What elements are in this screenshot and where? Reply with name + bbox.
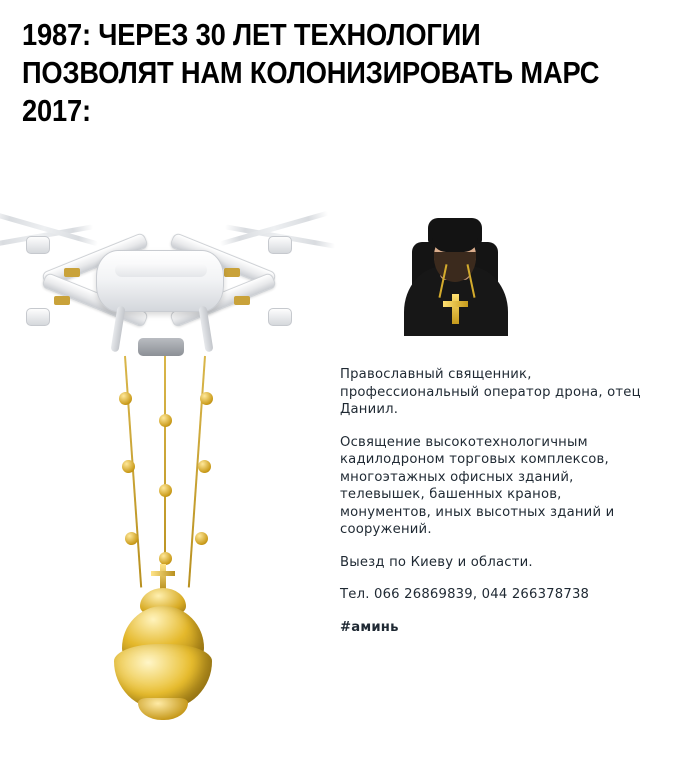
drone-gold-stripe-3 — [54, 296, 70, 305]
headline-line-1: 1987: ЧЕРЕЗ 30 ЛЕТ ТЕХНОЛОГИИ — [22, 17, 481, 52]
drone-body — [96, 250, 224, 312]
priest-klobuk-hat — [428, 218, 482, 244]
censer-chain-bead — [159, 484, 172, 497]
drone-motor-rear-left — [26, 308, 50, 326]
censer-chain-bead — [122, 460, 135, 473]
priest-photo — [390, 216, 520, 336]
censer-chain-bead — [198, 460, 211, 473]
censer-cross-icon — [160, 564, 166, 590]
censer-chain-bead — [195, 532, 208, 545]
censer-chain-bead — [159, 414, 172, 427]
headline-line-2: ПОЗВОЛЯТ НАМ КОЛОНИЗИРОВАТЬ МАРС — [22, 55, 600, 90]
advertisement-text — [340, 366, 650, 636]
drone-gold-stripe-4 — [234, 296, 250, 305]
censer-chains — [102, 356, 228, 596]
quadcopter-drone — [10, 212, 310, 352]
headline-line-3: 2017: — [22, 93, 91, 128]
drone-motor-front-right — [268, 236, 292, 254]
censer-chain-bead — [119, 392, 132, 405]
priest-pectoral-cross-icon — [452, 294, 459, 324]
drone-with-censer-image — [10, 212, 320, 712]
ad-services: Освящение высокотехнологичным кадилодроном торговых комплексов, многоэтажных офисных зданий, телевышек, башенных кранов, монументов, иных высотных зданий и сооружений. — [340, 434, 615, 537]
drone-gimbal-mount — [138, 338, 184, 356]
ad-intro: Православный священник, профессиональный оператор дрона, отец Даниил. — [340, 367, 641, 417]
drone-motor-front-left — [26, 236, 50, 254]
ad-coverage: Выезд по Киеву и области. — [340, 554, 533, 570]
drone-gold-stripe-2 — [224, 268, 240, 277]
drone-gold-stripe-1 — [64, 268, 80, 277]
ad-hashtag: #аминь — [340, 619, 399, 635]
censer-foot — [138, 698, 188, 720]
headline — [22, 16, 652, 130]
censer-chain-bead — [200, 392, 213, 405]
ad-phone: Тел. 066 26869839, 044 266378738 — [340, 587, 590, 602]
censer-chain-bead — [125, 532, 138, 545]
drone-motor-rear-right — [268, 308, 292, 326]
